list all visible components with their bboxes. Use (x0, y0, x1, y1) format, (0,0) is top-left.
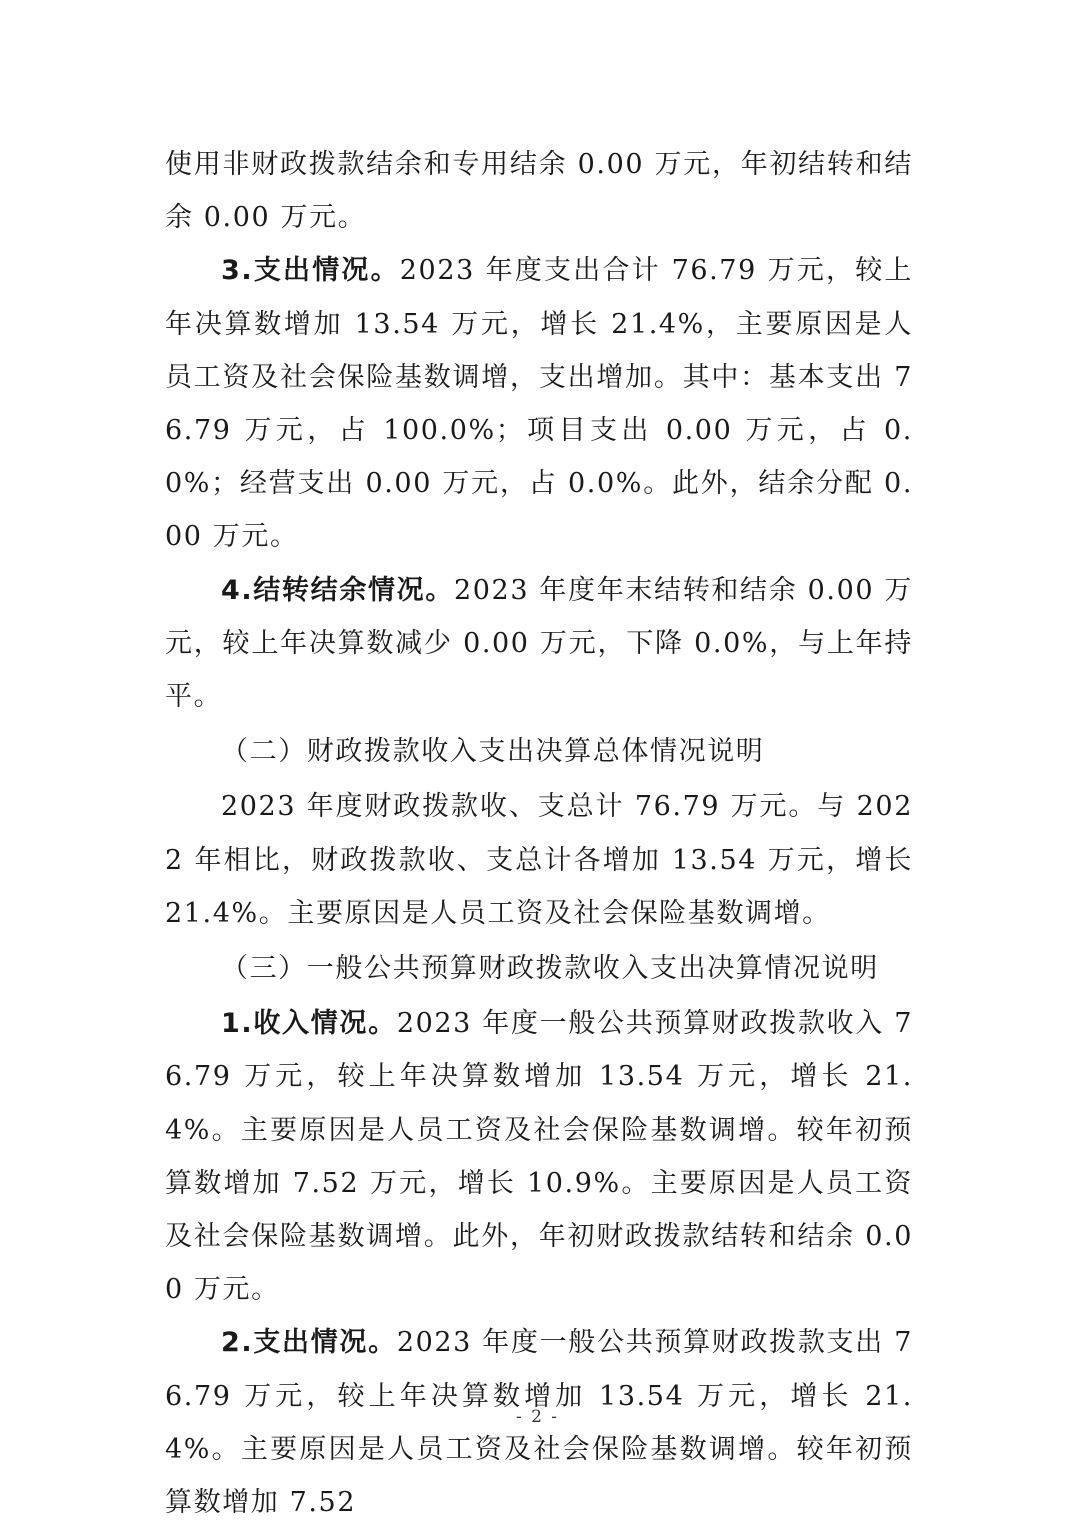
paragraph-expense-text: 2023 年度支出合计 76.79 万元，较上年决算数增加 13.54 万元，增长 21.4%，主要原因是人员工资及社会保险基数调增，支出增加。其中：基本支出 76.79 万元，占 100.0%；项目支出 0.00 万元，占 0.0%；经营支出 0.00 万元，占 0.0%。此外，结余分配 0.00 万元。 (165, 255, 913, 553)
paragraph-fiscal-total: 2023 年度财政拨款收、支总计 76.79 万元。与 2022 年相比，财政拨款收、支总计各增加 13.54 万元，增长 21.4%。主要原因是人员工资及社会保险基数调增。 (165, 791, 913, 929)
section-lead-expense: 3.支出情况。 (221, 255, 400, 287)
paragraph-carryover (165, 564, 913, 724)
paragraph-intro: 使用非财政拨款结余和专用结余 0.00 万元，年初结转和结余 0.00 万元。 (165, 149, 913, 234)
paragraph-expense (165, 244, 913, 563)
section-lead-carryover: 4.结转结余情况。 (221, 574, 454, 606)
section-lead-spending: 2.支出情况。 (221, 1327, 397, 1359)
document-body (165, 138, 913, 1529)
paragraph-spending-text: 2023 年度一般公共预算财政拨款支出 76.79 万元，较上年决算数增加 13.54 万元，增长 21.4%。主要原因是人员工资及社会保险基数调增。较年初预算数增加 7.52 (165, 1327, 914, 1519)
section-heading-3: （三）一般公共预算财政拨款收入支出决算情况说明 (221, 953, 879, 985)
paragraph-income (165, 997, 913, 1316)
paragraph-carryover-text: 2023 年度年末结转和结余 0.00 万元，较上年决算数减少 0.00 万元，下降 0.0%，与上年持平。 (165, 574, 913, 713)
page-number: - 2 - (515, 1407, 560, 1427)
section-lead-income: 1.收入情况。 (221, 1008, 397, 1040)
section-heading-2: （二）财政拨款收入支出决算总体情况说明 (221, 736, 765, 768)
paragraph-income-text: 2023 年度一般公共预算财政拨款收入 76.79 万元，较上年决算数增加 13.54 万元，增长 21.4%。主要原因是人员工资及社会保险基数调增。较年初预算数增加 7.52 万元，增长 10.9%。主要原因是人员工资及社会保险基数调增。此外，年初财政拨款结转和结余 0.00 万元。 (165, 1008, 914, 1306)
